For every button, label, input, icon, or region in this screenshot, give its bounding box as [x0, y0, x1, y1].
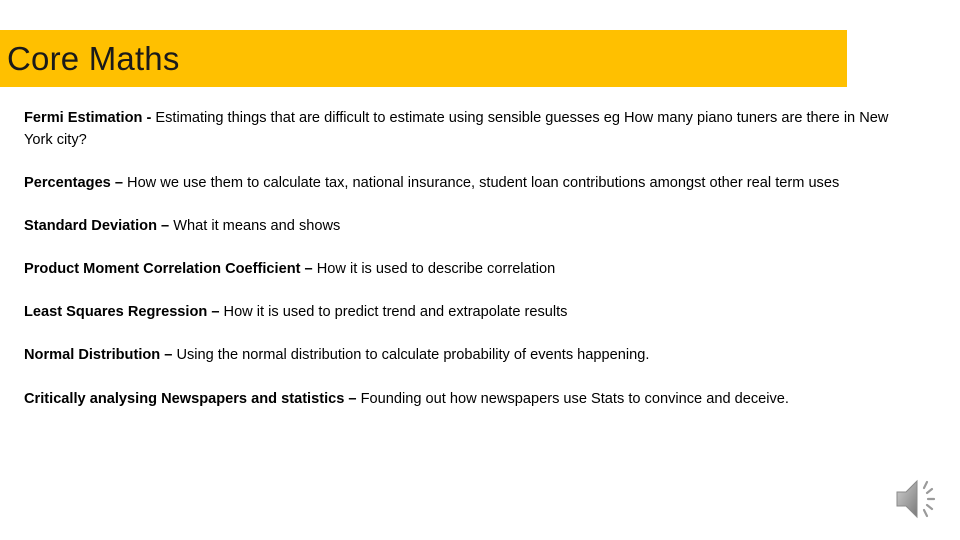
- list-item: [24, 107, 894, 151]
- list-item: [24, 172, 894, 194]
- item-term: Standard Deviation –: [24, 218, 174, 234]
- item-description: Using the normal distribution to calculate probability of events happening.: [176, 347, 650, 363]
- item-term: Critically analysing Newspapers and statistics –: [24, 391, 361, 407]
- item-term: Normal Distribution –: [24, 347, 177, 363]
- item-term: Least Squares Regression –: [24, 304, 224, 320]
- title-bar: [0, 30, 847, 87]
- item-description: How we use them to calculate tax, national insurance, student loan contributions amongst other real term uses: [127, 175, 840, 191]
- item-description: Estimating things that are difficult to estimate using sensible guesses eg How many piano tuners are there in New York city?: [24, 110, 889, 148]
- list-item: [24, 344, 894, 366]
- list-item: [24, 258, 894, 280]
- slide-title: Core Maths: [7, 40, 180, 77]
- list-item: [24, 301, 894, 323]
- list-item: [24, 215, 894, 237]
- item-term: Fermi Estimation -: [24, 110, 156, 126]
- list-item: [24, 388, 894, 410]
- item-description: Founding out how newspapers use Stats to convince and deceive.: [360, 391, 789, 407]
- item-description: How it is used to predict trend and extrapolate results: [223, 304, 568, 320]
- item-description: What it means and shows: [173, 218, 341, 234]
- item-term: Percentages –: [24, 175, 128, 191]
- speaker-icon[interactable]: [893, 474, 943, 524]
- item-description: How it is used to describe correlation: [316, 261, 556, 277]
- item-term: Product Moment Correlation Coefficient –: [24, 261, 317, 277]
- content-list: [24, 107, 894, 410]
